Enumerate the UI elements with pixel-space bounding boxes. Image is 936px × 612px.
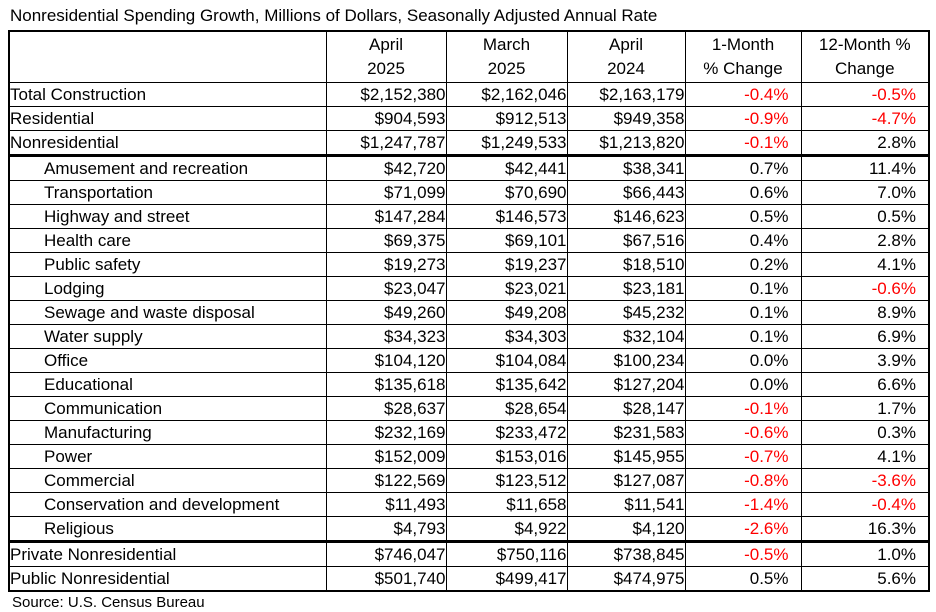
- cell-march-2025: $42,441: [446, 156, 567, 181]
- cell-march-2025: $123,512: [446, 469, 567, 493]
- row-label: Religious: [9, 517, 326, 542]
- cell-april-2024: $127,087: [567, 469, 685, 493]
- cell-april-2024: $67,516: [567, 229, 685, 253]
- cell-march-2025: $233,472: [446, 421, 567, 445]
- row-label: Private Nonresidential: [9, 542, 326, 567]
- cell-12-month-change: 2.8%: [801, 131, 929, 156]
- row-label: Health care: [9, 229, 326, 253]
- cell-1-month-change: -0.9%: [685, 107, 801, 131]
- cell-march-2025: $146,573: [446, 205, 567, 229]
- cell-1-month-change: 0.1%: [685, 301, 801, 325]
- cell-1-month-change: -0.4%: [685, 83, 801, 107]
- cell-april-2024: $100,234: [567, 349, 685, 373]
- cell-march-2025: $49,208: [446, 301, 567, 325]
- row-label: Power: [9, 445, 326, 469]
- cell-12-month-change: 0.3%: [801, 421, 929, 445]
- table-title: Nonresidential Spending Growth, Millions of Dollars, Seasonally Adjusted Annual Rate: [10, 6, 658, 25]
- cell-1-month-change: 0.5%: [685, 205, 801, 229]
- cell-april-2025: $1,247,787: [326, 131, 446, 156]
- cell-march-2025: $28,654: [446, 397, 567, 421]
- cell-12-month-change: 1.0%: [801, 542, 929, 567]
- cell-march-2025: $34,303: [446, 325, 567, 349]
- cell-april-2025: $28,637: [326, 397, 446, 421]
- row-label: Commercial: [9, 469, 326, 493]
- column-header: April 2025: [326, 31, 446, 83]
- cell-march-2025: $4,922: [446, 517, 567, 542]
- table-row: [9, 567, 929, 592]
- table-row: [9, 445, 929, 469]
- cell-12-month-change: -0.6%: [801, 277, 929, 301]
- cell-1-month-change: 0.2%: [685, 253, 801, 277]
- table-row: [9, 397, 929, 421]
- corner-header: [9, 31, 326, 83]
- cell-march-2025: $70,690: [446, 181, 567, 205]
- cell-march-2025: $499,417: [446, 567, 567, 592]
- cell-1-month-change: 0.1%: [685, 277, 801, 301]
- row-label: Total Construction: [9, 83, 326, 107]
- column-header: 1-Month % Change: [685, 31, 801, 83]
- cell-12-month-change: 5.6%: [801, 567, 929, 592]
- cell-april-2025: $147,284: [326, 205, 446, 229]
- cell-12-month-change: -0.4%: [801, 493, 929, 517]
- cell-april-2024: $474,975: [567, 567, 685, 592]
- table-row: [9, 493, 929, 517]
- cell-april-2025: $746,047: [326, 542, 446, 567]
- row-label: Educational: [9, 373, 326, 397]
- cell-12-month-change: 0.5%: [801, 205, 929, 229]
- cell-12-month-change: 7.0%: [801, 181, 929, 205]
- cell-12-month-change: 1.7%: [801, 397, 929, 421]
- cell-1-month-change: 0.0%: [685, 349, 801, 373]
- table-row: [9, 277, 929, 301]
- cell-april-2025: $23,047: [326, 277, 446, 301]
- table-row: [9, 156, 929, 181]
- table-body: [9, 83, 929, 592]
- cell-april-2025: $904,593: [326, 107, 446, 131]
- row-label: Public Nonresidential: [9, 567, 326, 592]
- table-row: [9, 131, 929, 156]
- cell-march-2025: $11,658: [446, 493, 567, 517]
- cell-april-2024: $38,341: [567, 156, 685, 181]
- cell-1-month-change: 0.1%: [685, 325, 801, 349]
- cell-1-month-change: -0.8%: [685, 469, 801, 493]
- table-row: [9, 517, 929, 542]
- table-row: [9, 373, 929, 397]
- cell-12-month-change: 16.3%: [801, 517, 929, 542]
- cell-april-2025: $19,273: [326, 253, 446, 277]
- cell-april-2025: $42,720: [326, 156, 446, 181]
- cell-march-2025: $1,249,533: [446, 131, 567, 156]
- table-row: [9, 229, 929, 253]
- cell-april-2025: $135,618: [326, 373, 446, 397]
- row-label: Amusement and recreation: [9, 156, 326, 181]
- table-row: [9, 181, 929, 205]
- cell-april-2024: $28,147: [567, 397, 685, 421]
- cell-april-2025: $34,323: [326, 325, 446, 349]
- row-label: Residential: [9, 107, 326, 131]
- cell-april-2024: $738,845: [567, 542, 685, 567]
- cell-12-month-change: 4.1%: [801, 445, 929, 469]
- row-label: Conservation and development: [9, 493, 326, 517]
- cell-12-month-change: 8.9%: [801, 301, 929, 325]
- cell-april-2024: $127,204: [567, 373, 685, 397]
- column-header: March 2025: [446, 31, 567, 83]
- cell-april-2025: $104,120: [326, 349, 446, 373]
- table-row: [9, 325, 929, 349]
- cell-12-month-change: -4.7%: [801, 107, 929, 131]
- cell-april-2025: $49,260: [326, 301, 446, 325]
- cell-march-2025: $2,162,046: [446, 83, 567, 107]
- cell-12-month-change: 6.6%: [801, 373, 929, 397]
- row-label: Highway and street: [9, 205, 326, 229]
- cell-march-2025: $104,084: [446, 349, 567, 373]
- cell-april-2025: $4,793: [326, 517, 446, 542]
- row-label: Sewage and waste disposal: [9, 301, 326, 325]
- cell-march-2025: $912,513: [446, 107, 567, 131]
- cell-12-month-change: 2.8%: [801, 229, 929, 253]
- table-row: [9, 469, 929, 493]
- cell-march-2025: $750,116: [446, 542, 567, 567]
- cell-12-month-change: -3.6%: [801, 469, 929, 493]
- cell-1-month-change: 0.5%: [685, 567, 801, 592]
- cell-april-2025: $69,375: [326, 229, 446, 253]
- cell-1-month-change: -0.7%: [685, 445, 801, 469]
- row-label: Transportation: [9, 181, 326, 205]
- cell-april-2024: $66,443: [567, 181, 685, 205]
- table-row: [9, 253, 929, 277]
- cell-1-month-change: 0.6%: [685, 181, 801, 205]
- cell-1-month-change: -2.6%: [685, 517, 801, 542]
- cell-1-month-change: 0.4%: [685, 229, 801, 253]
- cell-april-2025: $152,009: [326, 445, 446, 469]
- row-label: Communication: [9, 397, 326, 421]
- table-row: [9, 83, 929, 107]
- cell-april-2024: $231,583: [567, 421, 685, 445]
- table-row: [9, 542, 929, 567]
- cell-1-month-change: -0.5%: [685, 542, 801, 567]
- cell-12-month-change: 3.9%: [801, 349, 929, 373]
- cell-april-2024: $4,120: [567, 517, 685, 542]
- cell-12-month-change: -0.5%: [801, 83, 929, 107]
- cell-12-month-change: 6.9%: [801, 325, 929, 349]
- cell-april-2024: $145,955: [567, 445, 685, 469]
- row-label: Office: [9, 349, 326, 373]
- column-header: 12-Month % Change: [801, 31, 929, 83]
- cell-march-2025: $19,237: [446, 253, 567, 277]
- row-label: Lodging: [9, 277, 326, 301]
- cell-12-month-change: 11.4%: [801, 156, 929, 181]
- source-note: Source: U.S. Census Bureau: [12, 594, 205, 611]
- cell-april-2024: $2,163,179: [567, 83, 685, 107]
- cell-1-month-change: -0.1%: [685, 397, 801, 421]
- cell-april-2025: $501,740: [326, 567, 446, 592]
- row-label: Public safety: [9, 253, 326, 277]
- row-label: Nonresidential: [9, 131, 326, 156]
- cell-april-2024: $32,104: [567, 325, 685, 349]
- cell-1-month-change: -1.4%: [685, 493, 801, 517]
- cell-april-2024: $146,623: [567, 205, 685, 229]
- cell-april-2024: $1,213,820: [567, 131, 685, 156]
- cell-1-month-change: -0.1%: [685, 131, 801, 156]
- cell-march-2025: $23,021: [446, 277, 567, 301]
- table-row: [9, 301, 929, 325]
- table-row: [9, 349, 929, 373]
- header-row: [9, 31, 929, 83]
- cell-march-2025: $69,101: [446, 229, 567, 253]
- cell-april-2025: $122,569: [326, 469, 446, 493]
- cell-april-2024: $11,541: [567, 493, 685, 517]
- cell-april-2025: $11,493: [326, 493, 446, 517]
- cell-april-2025: $71,099: [326, 181, 446, 205]
- table-row: [9, 205, 929, 229]
- table-head: [9, 31, 929, 83]
- cell-april-2024: $45,232: [567, 301, 685, 325]
- table-row: [9, 421, 929, 445]
- column-header: April 2024: [567, 31, 685, 83]
- table-row: [9, 107, 929, 131]
- row-label: Water supply: [9, 325, 326, 349]
- cell-1-month-change: -0.6%: [685, 421, 801, 445]
- spending-table: [8, 30, 930, 592]
- cell-12-month-change: 4.1%: [801, 253, 929, 277]
- cell-1-month-change: 0.0%: [685, 373, 801, 397]
- cell-april-2025: $232,169: [326, 421, 446, 445]
- cell-1-month-change: 0.7%: [685, 156, 801, 181]
- cell-april-2024: $18,510: [567, 253, 685, 277]
- cell-march-2025: $135,642: [446, 373, 567, 397]
- row-label: Manufacturing: [9, 421, 326, 445]
- cell-april-2024: $23,181: [567, 277, 685, 301]
- cell-april-2024: $949,358: [567, 107, 685, 131]
- cell-march-2025: $153,016: [446, 445, 567, 469]
- cell-april-2025: $2,152,380: [326, 83, 446, 107]
